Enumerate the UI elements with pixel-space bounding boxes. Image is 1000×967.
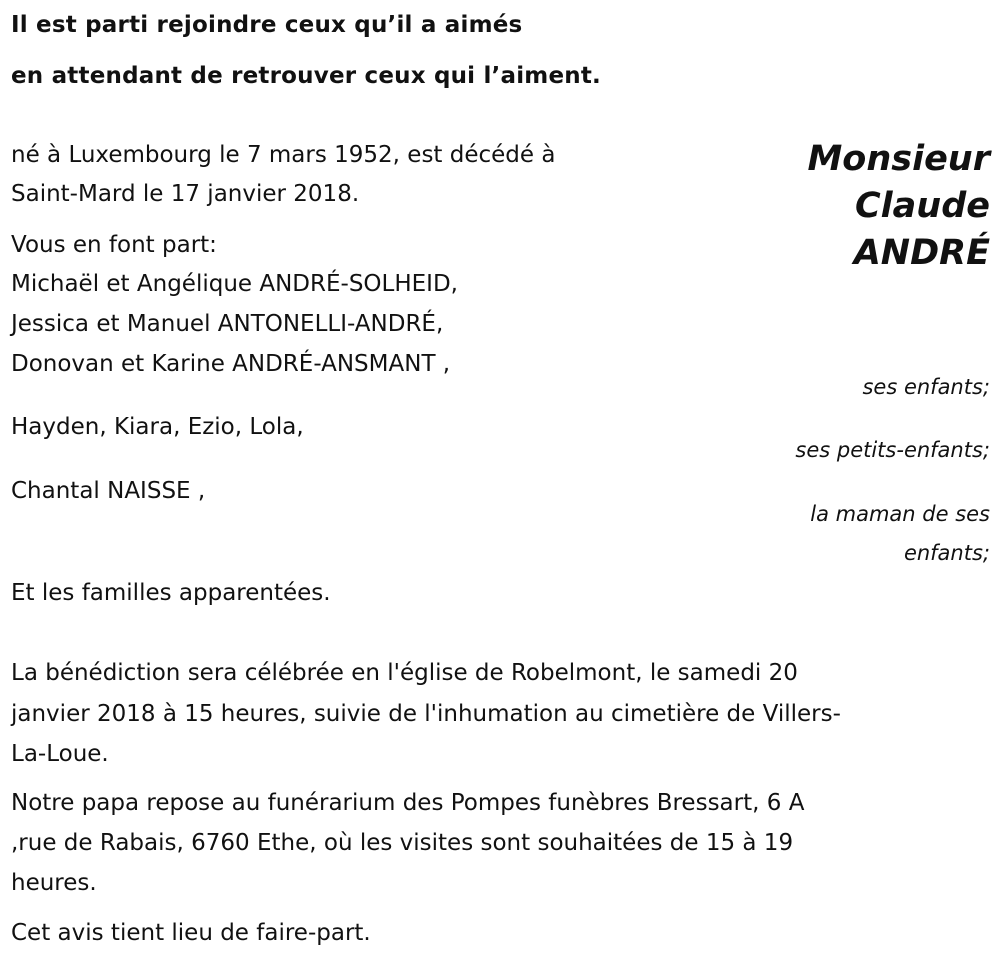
ceremony-line-1: La bénédiction sera célébrée en l'église de Robelmont, le samedi 20 <box>11 660 798 686</box>
families-text: Et les familles apparentées. <box>11 580 331 606</box>
grandchildren-role: ses petits-enfants; <box>795 438 990 462</box>
deceased-title: Monsieur <box>807 139 990 179</box>
epigraph-line-2: en attendant de retrouver ceux qui l’aiment. <box>11 63 601 89</box>
deceased-first-name: Claude <box>854 186 990 226</box>
ceremony-line-3: La-Loue. <box>11 741 109 767</box>
mother-role-line-1: la maman de ses <box>810 502 990 526</box>
deceased-name-block <box>807 136 990 277</box>
mother-role-line-2: enfants; <box>903 541 990 565</box>
birth-death-line-2: Saint-Mard le 17 janvier 2018. <box>11 181 360 207</box>
child-couple-1: Michaël et Angélique ANDRÉ-SOLHEID, <box>11 271 458 297</box>
funerarium-line-2: ,rue de Rabais, 6760 Ethe, où les visites sont souhaitées de 15 à 19 <box>11 830 794 856</box>
children-role: ses enfants; <box>862 375 990 399</box>
deceased-last-name: ANDRÉ <box>853 233 990 273</box>
grandchildren-names: Hayden, Kiara, Ezio, Lola, <box>11 414 304 440</box>
announce-text: Vous en font part: <box>11 232 217 258</box>
funerarium-line-1: Notre papa repose au funérarium des Pompes funèbres Bressart, 6 A <box>11 790 805 816</box>
mother-name: Chantal NAISSE , <box>11 478 206 504</box>
birth-death-line-1: né à Luxembourg le 7 mars 1952, est décédé à <box>11 142 556 168</box>
ceremony-line-2: janvier 2018 à 15 heures, suivie de l'inhumation au cimetière de Villers- <box>11 701 841 727</box>
child-couple-3: Donovan et Karine ANDRÉ-ANSMANT , <box>11 351 451 377</box>
epigraph-line-1: Il est parti rejoindre ceux qu’il a aimés <box>11 12 523 38</box>
closing-text: Cet avis tient lieu de faire-part. <box>11 920 371 946</box>
child-couple-2: Jessica et Manuel ANTONELLI-ANDRÉ, <box>11 311 444 337</box>
funerarium-line-3: heures. <box>11 870 97 896</box>
